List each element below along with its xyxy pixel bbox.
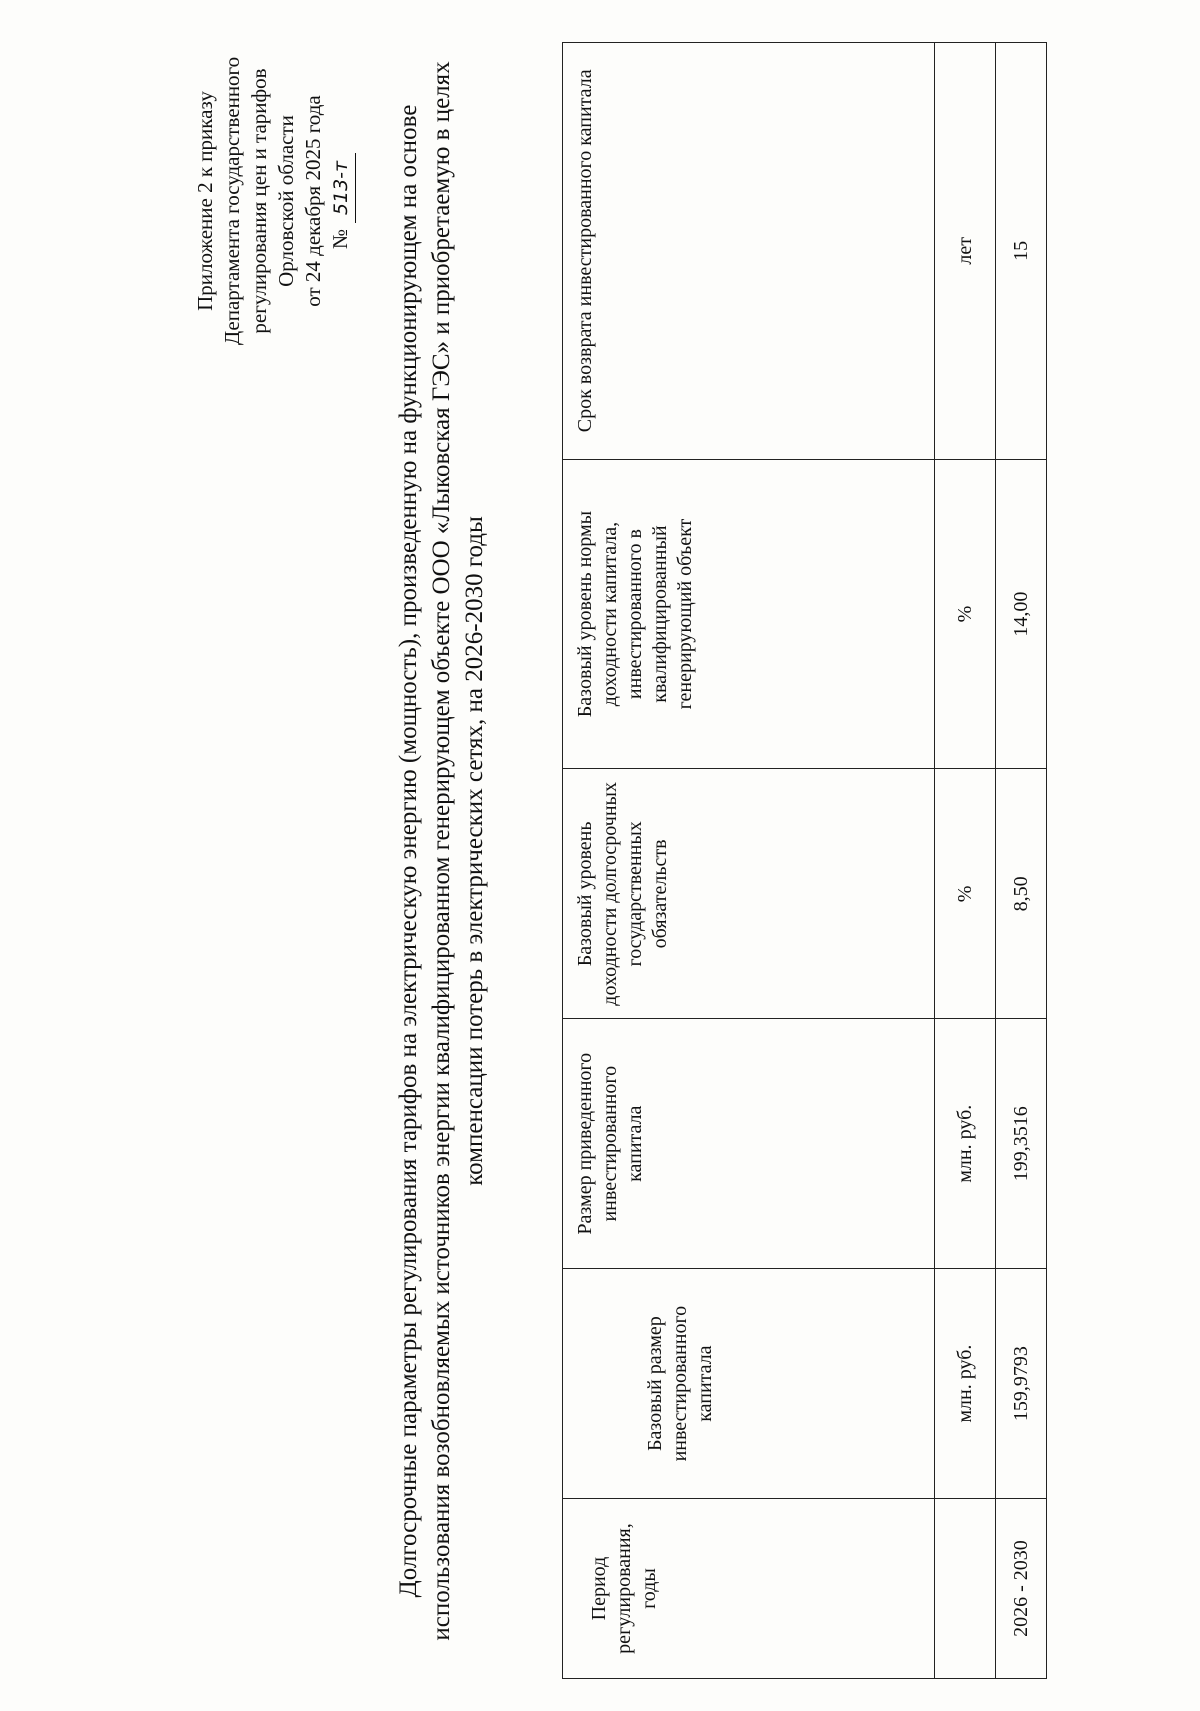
table-header-row	[563, 43, 935, 1679]
value-cell: 14,00	[996, 459, 1047, 769]
header-cell: Размер приведенного инвестированного капитала	[563, 1019, 935, 1269]
units-cell: млн. руб.	[935, 1269, 996, 1499]
table-row	[996, 43, 1047, 1679]
value-cell: 2026 - 2030	[996, 1499, 1047, 1679]
appendix-line: Орловской области	[274, 115, 298, 287]
value-cell: 159,9793	[996, 1269, 1047, 1499]
order-number-value: 513-т	[328, 153, 356, 223]
appendix-line: регулирования цен и тарифов	[247, 68, 271, 334]
appendix-line: Приложение 2 к приказу	[193, 91, 217, 311]
units-cell	[935, 1499, 996, 1679]
units-cell: лет	[935, 43, 996, 460]
appendix-line: Департамента государственного	[220, 56, 244, 346]
value-cell: 8,50	[996, 769, 1047, 1019]
units-cell: %	[935, 769, 996, 1019]
value-cell: 199,3516	[996, 1019, 1047, 1269]
order-number	[327, 153, 356, 249]
units-cell: %	[935, 459, 996, 769]
value-cell: 15	[996, 43, 1047, 460]
header-cell: Базовый размер инвестированного капитала	[563, 1269, 935, 1499]
appendix-block	[192, 51, 356, 351]
header-cell: Базовый уровень доходности долгосрочных государственных обязательств	[563, 769, 935, 1019]
header-cell: Период регулирования, годы	[563, 1499, 935, 1679]
units-cell: млн. руб.	[935, 1019, 996, 1269]
table-units-row	[935, 43, 996, 1679]
header-cell: Базовый уровень нормы доходности капитала, инвестированного в квалифицированный генерирующий объект	[563, 459, 935, 769]
document-title: Долгосрочные параметры регулирования тарифов на электрическую энергию (мощность), произведенную на функционирующем на основе использования возобновляемых источников энергии квалифицированном генерирующем объекте ООО «Лыковская ГЭС» и приобретаемую в целях компенсации потерь в электрических сетях, на 2026-2030 годы	[395, 61, 488, 1641]
order-number-label: №	[328, 228, 352, 250]
header-cell: Срок возврата инвестированного капитала	[563, 43, 935, 460]
parameters-table	[562, 42, 1047, 1679]
appendix-line: от 24 декабря 2025 года	[301, 95, 325, 307]
